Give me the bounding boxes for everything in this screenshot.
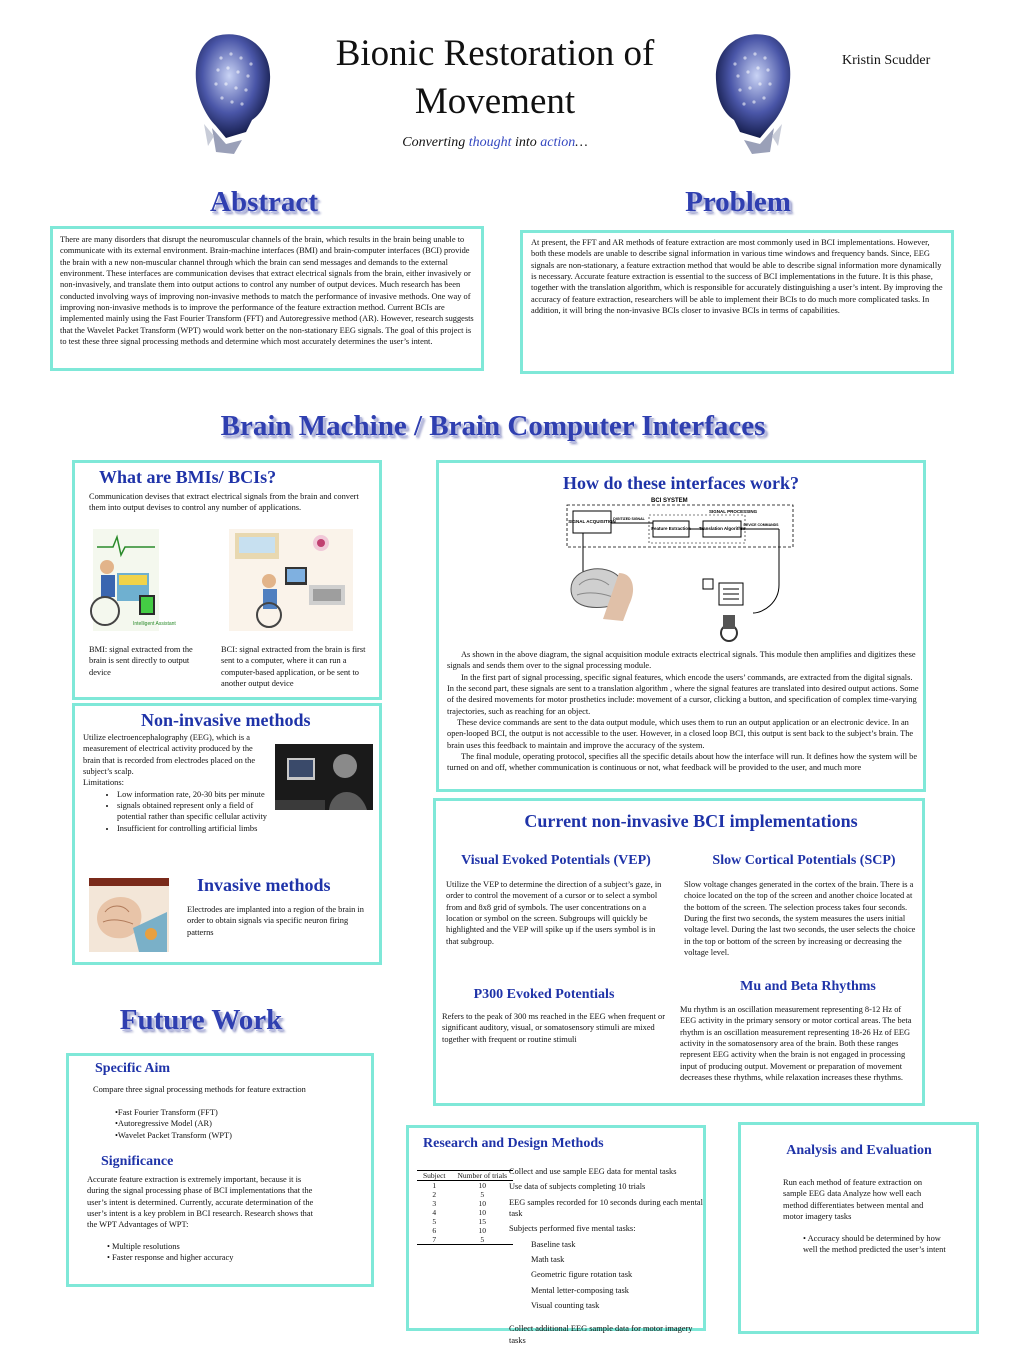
research-box bbox=[406, 1125, 706, 1345]
author-name: Kristin Scudder bbox=[842, 53, 931, 68]
bmi-illustration bbox=[93, 529, 176, 631]
abstract-box bbox=[50, 226, 484, 371]
aim-item: •Fast Fourier Transform (FFT) bbox=[115, 1108, 218, 1117]
table-cell: 5 bbox=[480, 1190, 485, 1199]
analysis-box bbox=[738, 1122, 979, 1334]
research-task: Mental letter-composing task bbox=[531, 1285, 629, 1295]
noninvasive-desc: Utilize electroencephalography (EEG), which is a measurement of electrical activity produced by the brain that is recorded from electrodes placed on the subject’s scalp. bbox=[83, 733, 256, 777]
table-row bbox=[417, 1190, 513, 1199]
diagram-commands: DEVICE COMMANDS bbox=[743, 523, 779, 527]
table-row bbox=[417, 1226, 513, 1235]
aim-item: •Wavelet Packet Transform (WPT) bbox=[115, 1130, 232, 1140]
vep-text: Utilize the VEP to determine the direction of a subject’s gaze, in order to control the movement of a cursor or to select a symbol from and 8x8 grid of symbols. The user concentrations on a location or symbol on the screen. Subgroups will quickly be highlighted and the VEP will spike up if the users symbol is in that subgroup. bbox=[446, 880, 662, 946]
mu-text: Mu rhythm is an oscillation measurement representing 8-12 Hz of EEG activity in the primary sensory or motor cortical areas. The beta rhythm is an oscillation measurement representing 18-26 Hz of EEG activity in the somatosensory area of the brain. Both these ranges represent EEG activity when the brain is not engaged in processing input of producing output. Movement or preparation of movement decreases these rhythms, while relaxation increases these rhythms. bbox=[680, 1005, 912, 1083]
invasive-brain-image bbox=[89, 878, 169, 952]
table-cell: 5 bbox=[452, 1235, 514, 1245]
table-cell: 2 bbox=[432, 1190, 437, 1199]
significance-heading: Significance bbox=[101, 1154, 174, 1169]
how-paragraph: In the first part of signal processing, specific signal features, which encode the users’ commands, are extracted from the digital signals. In the second part, these signals are sent to a translation algorithm , where the signal features are translated into desired output actions. Some of the desired movements for motor prosthetics include: movement of a cursor, clicking a button, and specification of complex time-varying trajectories, such as reaching for an object. bbox=[447, 672, 919, 716]
how-box bbox=[436, 460, 926, 792]
research-list bbox=[509, 1166, 703, 1346]
table-cell: 10 bbox=[478, 1208, 487, 1217]
bmi-caption: BMI: signal extracted from the brain is sent directly to output device bbox=[89, 645, 193, 677]
table-row bbox=[417, 1235, 513, 1245]
p300-text: Refers to the peak of 300 ms reached in the EEG when frequent or significant auditory, visual, or somatosensory stimuli are mixed together with frequent or routine stimuli bbox=[442, 1012, 666, 1044]
table-cell: 10 bbox=[478, 1199, 487, 1208]
aim-item: •Autoregressive Model (AR) bbox=[115, 1119, 212, 1129]
analysis-text: Run each method of feature extraction on sample EEG data Analyze how well each method differentiates between mental and motor imagery tasks bbox=[783, 1178, 924, 1222]
how-paragraph: As shown in the above diagram, the signal acquisition module extracts electrical signals. This module then amplifies and digitizes these signals and sends them over to the signal processing module. bbox=[447, 650, 916, 671]
p300-heading: P300 Evoked Potentials bbox=[473, 987, 615, 1002]
significance-item: • Faster response and higher accuracy bbox=[107, 1253, 234, 1263]
abstract-heading: Abstract bbox=[210, 186, 318, 218]
research-task: Baseline task bbox=[531, 1239, 576, 1249]
diagram-feature: Feature Extraction bbox=[651, 526, 691, 531]
table-row bbox=[417, 1217, 513, 1226]
table-cell: 4 bbox=[432, 1208, 437, 1217]
bci-caption: BCI: signal extracted from the brain is first sent to a computer, where it can run a computer-based application, or be sent to another output device bbox=[221, 645, 366, 689]
research-final: Collect additional EEG sample data for motor imagery tasks bbox=[509, 1324, 693, 1345]
research-task: Visual counting task bbox=[531, 1301, 600, 1311]
how-paragraph: These device commands are sent to the data output module, which uses them to run an output application or an electronic device. In an open-looped BCI, the output is not accessible to the user. However, in a closed loop BCI, this output is sent back to the subject’s brain. The brain uses this feedback to maintain and improve the accuracy of the system. bbox=[447, 718, 914, 750]
methods-box bbox=[72, 703, 382, 965]
how-paragraph: The final module, operating protocol, specifies all the specific details about how the interface will run. It defines how the system will be turned on and off, whether communication is continuous or not, what feedback will be provided to the user, and much more bbox=[447, 752, 918, 773]
diagram-processing-label: SIGNAL PROCESSING bbox=[709, 509, 758, 514]
diagram-digitized: DIGITIZED SIGNAL bbox=[613, 517, 645, 521]
bmi-section-heading: Brain Machine / Brain Computer Interfaces bbox=[220, 410, 766, 442]
diagram-acq: SIGNAL ACQUISITION bbox=[568, 519, 616, 524]
significance-list bbox=[107, 1241, 233, 1264]
table-row bbox=[417, 1208, 513, 1217]
research-line: Collect and use sample EEG data for mental tasks bbox=[509, 1167, 677, 1176]
mu-heading: Mu and Beta Rhythms bbox=[740, 979, 876, 994]
abstract-text: There are many disorders that disrupt the neuromuscular channels of the brain, which results in the brain being unable to communicate with its external environment. Brain-machine interfaces (BMI) and brain-computer interfaces (BCI) provide the brain with a new non-muscular channel through which the brain can send messages and demands to the external environment. These interfaces are communication devises that extract electrical signals from the brain, either invasively or non-invasively, and translate them into output actions to control any number of output devices. Much research has been conducted involving ways of improving non-invasive methods to match the performance of invasive methods. One way of improving non-invasive methods is to improve the performance of the feature extraction method. Current BCIs are implemented mainly using the Fast Fourier Transform (FFT) and Autoregressive method (AR). However, research suggests that the Wavelet Packet Transform (WPT) would work better on the non-stationary EEG signals. The goal of this project is to test these three signal processing methods and determine which most accurately determines the user’s intent. bbox=[60, 235, 474, 347]
table-row bbox=[417, 1181, 513, 1191]
analysis-bullet: • Accuracy should be determined by how well the method predicted the user’s intent bbox=[803, 1234, 946, 1255]
limitation-item: • Low information rate, 20-30 bits per minute bbox=[117, 789, 271, 800]
limitation-item: • signals obtained represent only a field of potential rather than specific cellular activity bbox=[117, 800, 271, 823]
table-cell: 6 bbox=[432, 1226, 437, 1235]
research-task: Math task bbox=[531, 1255, 565, 1265]
current-heading: Current non-invasive BCI implementations bbox=[524, 811, 858, 831]
research-task: Geometric figure rotation task bbox=[531, 1270, 633, 1280]
noninvasive-heading: Non-invasive methods bbox=[141, 710, 311, 730]
diagram-system-label: BCI SYSTEM bbox=[651, 498, 688, 504]
scp-heading: Slow Cortical Potentials (SCP) bbox=[712, 853, 896, 868]
what-text: Communication devises that extract electrical signals from the brain and convert them into output devises to control any number of applications. bbox=[89, 492, 359, 513]
vep-heading: Visual Evoked Potentials (VEP) bbox=[461, 853, 651, 868]
analysis-heading: Analysis and Evaluation bbox=[786, 1143, 932, 1158]
invasive-text: Electrodes are implanted into a region of the brain in order to obtain signals via specific neuron firing patterns bbox=[187, 905, 364, 937]
problem-box bbox=[520, 230, 954, 374]
aim-text: Compare three signal processing methods for feature extraction bbox=[93, 1085, 306, 1094]
limitations-list bbox=[83, 789, 271, 834]
aim-list bbox=[115, 1107, 232, 1141]
noninvasive-text bbox=[83, 732, 271, 834]
scp-text: Slow voltage changes generated in the cortex of the brain. There is a choice located on the top of the screen and another choice located at the bottom of the screen. The selection process takes four seconds. During the first two seconds, the system measures the users initial voltage level. During the last two seconds, the user selects the choice in the top or bottom of the screen by increasing or decreasing the voltage level. bbox=[684, 880, 916, 958]
how-text bbox=[447, 649, 921, 774]
table-cell: 10 bbox=[478, 1181, 487, 1190]
poster-title: Bionic Restoration of Movement bbox=[335, 33, 655, 122]
invasive-heading: Invasive methods bbox=[197, 875, 331, 895]
what-heading: What are BMIs/ BCIs? bbox=[99, 467, 277, 487]
table-header: Subject bbox=[417, 1171, 452, 1181]
table-cell: 3 bbox=[432, 1199, 437, 1208]
significance-text: Accurate feature extraction is extremely important, because it is during the signal processing phase of BCI implementations that the user’s intent is determined. Currently, accurate determination of the user’s intent is a key problem in BCI research. Research shows that the WPT Advantages of WPT: bbox=[87, 1175, 314, 1230]
table-cell: 5 bbox=[432, 1217, 437, 1226]
future-heading: Future Work bbox=[119, 1004, 283, 1036]
bci-system-diagram bbox=[563, 493, 795, 643]
table-cell: 10 bbox=[478, 1226, 487, 1235]
research-line: Use data of subjects completing 10 trials bbox=[509, 1182, 646, 1192]
what-box bbox=[72, 460, 382, 700]
table-cell: 1 bbox=[432, 1181, 437, 1190]
limitation-item: • Insufficient for controlling artificial limbs bbox=[117, 823, 271, 834]
research-line: Subjects performed five mental tasks: bbox=[509, 1224, 636, 1234]
research-line: EEG samples recorded for 10 seconds during each mental task bbox=[509, 1197, 703, 1219]
research-heading: Research and Design Methods bbox=[423, 1136, 604, 1151]
table-cell: 15 bbox=[478, 1217, 487, 1226]
table-cell: 7 bbox=[417, 1235, 452, 1245]
table-header: Number of trials bbox=[452, 1171, 514, 1181]
how-heading: How do these interfaces work? bbox=[563, 473, 799, 493]
subject-table bbox=[417, 1170, 513, 1245]
bionic-head-image-left bbox=[186, 28, 278, 156]
diagram-translation: Translation Algorithm bbox=[698, 526, 746, 531]
problem-heading: Problem bbox=[685, 186, 791, 218]
bmi-img-label: Intelligent Assistant bbox=[133, 621, 176, 627]
current-box bbox=[433, 798, 925, 1106]
problem-text: At present, the FFT and AR methods of feature extraction are most commonly used in BCI implementations. However, both these models are unable to describe signal information in various time windows and frequency bands. Since, EEG signals are non-stationary, a feature extraction method that would be able to describe signal information more dynamically is necessary. Accurate feature extraction is essential to the success of BCI implementations in the future. It is this phase, together with the translation algorithm, which is responsible for accurately distinguishing a user’s intent. By improving the accuracy of feature extraction, researchers will be able to implement their BCIs to do much more complicated tasks. In addition, it will bring the non-invasive BCIs closer to invasive BCIs in terms of capabilities. bbox=[531, 238, 943, 316]
bionic-head-image-right bbox=[708, 28, 800, 156]
eeg-photo bbox=[275, 744, 373, 810]
limitations-label: Limitations: bbox=[83, 778, 124, 788]
aim-heading: Specific Aim bbox=[95, 1061, 171, 1076]
future-box bbox=[66, 1053, 374, 1287]
poster-subtitle: Converting thought into action… bbox=[402, 135, 588, 150]
table-row bbox=[417, 1199, 513, 1208]
significance-item: • Multiple resolutions bbox=[107, 1242, 180, 1251]
bci-illustration bbox=[229, 529, 353, 631]
